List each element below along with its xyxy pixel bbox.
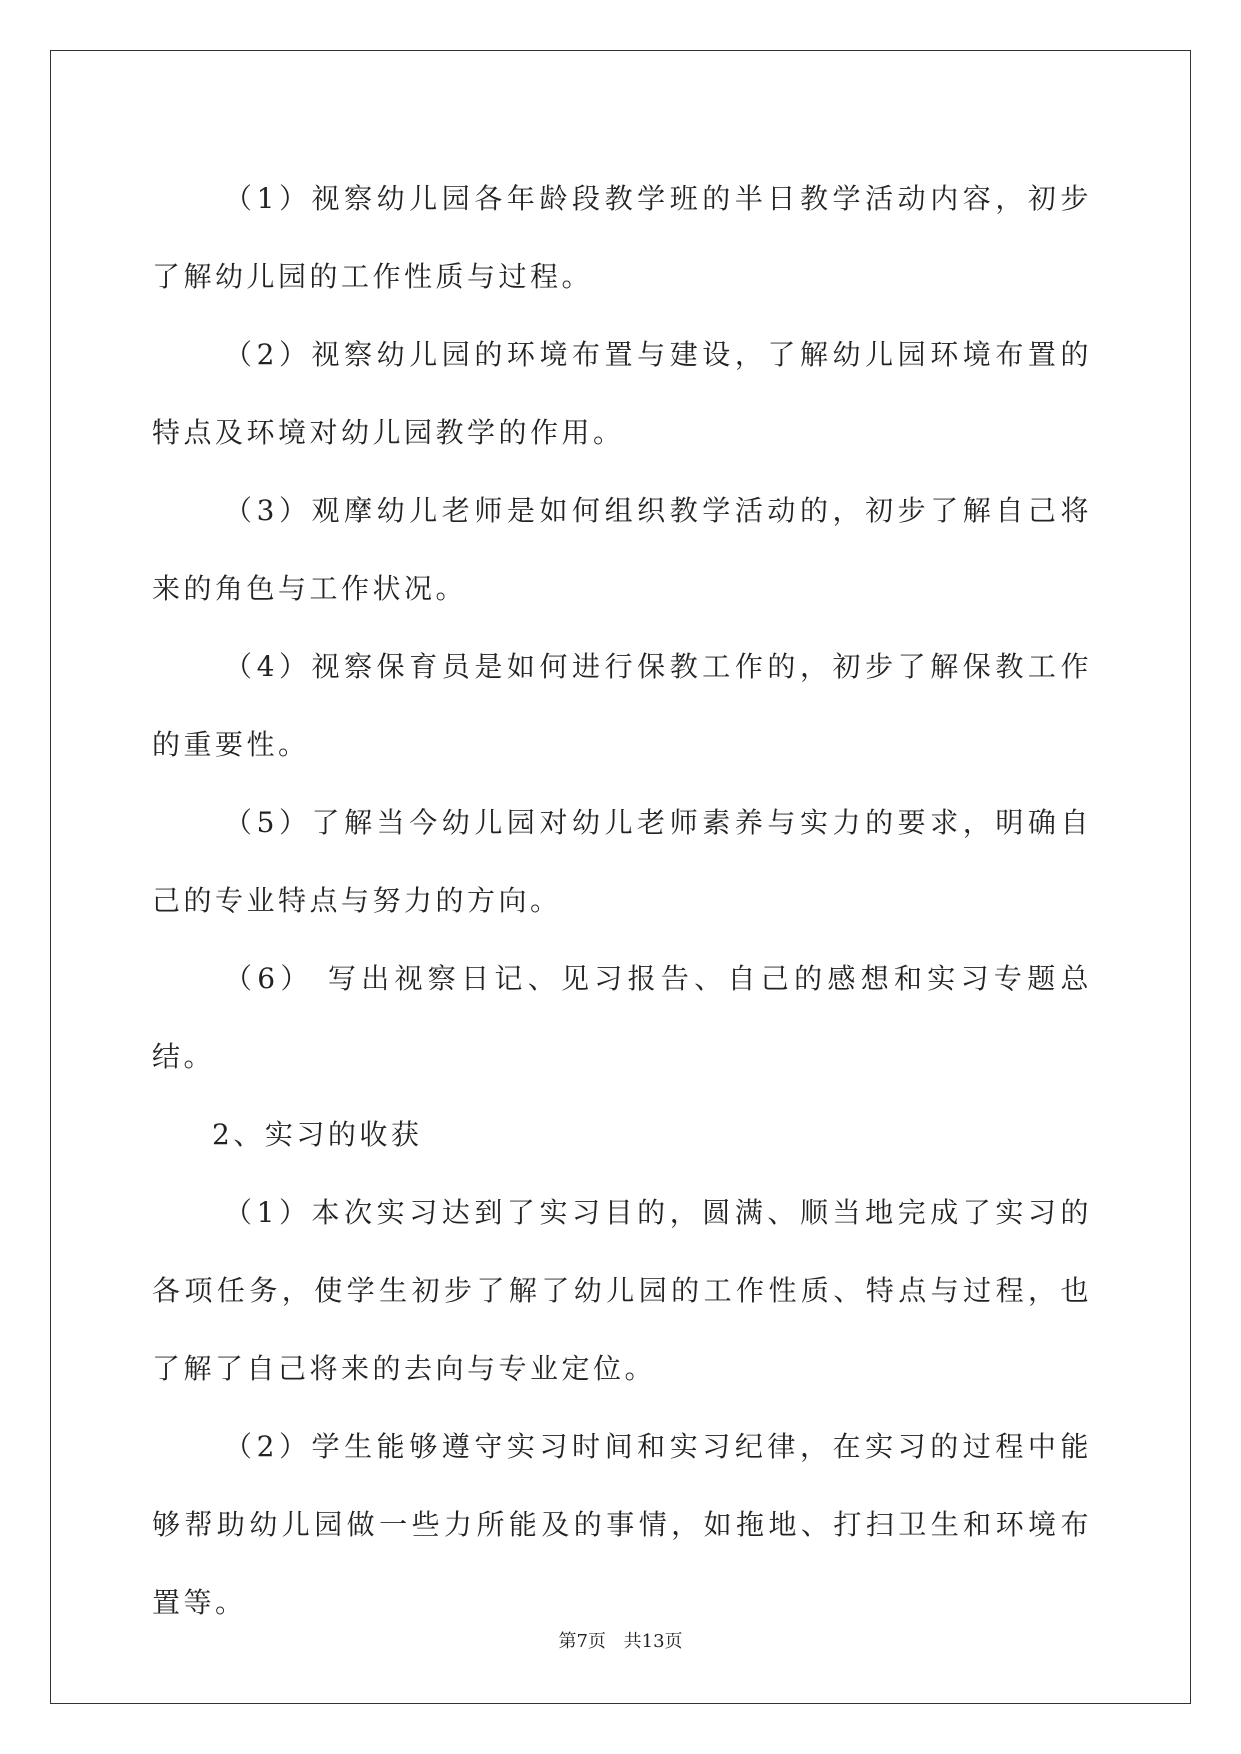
paragraph-observe-environment: （2）视察幼儿园的环境布置与建设，了解幼儿园环境布置的特点及环境对幼儿园教学的作用。: [152, 338, 1092, 449]
paragraph-observe-activities: （1）视察幼儿园各年龄段教学班的半日教学活动内容，初步了解幼儿园的工作性质与过程。: [152, 182, 1092, 293]
section-heading-gains: 2、实习的收获: [212, 1118, 423, 1151]
paragraph-gain-discipline: （2）学生能够遵守实习时间和实习纪律，在实习的过程中能够帮助幼儿园做一些力所能及的事情，如拖地、打扫卫生和环境布置等。: [152, 1430, 1092, 1619]
page-number-total: 共13页: [623, 1631, 683, 1652]
page-number-current: 第7页: [558, 1631, 606, 1652]
paragraph-observe-teachers: （3）观摩幼儿老师是如何组织教学活动的，初步了解自己将来的角色与工作状况。: [152, 494, 1092, 605]
page-footer: [0, 1627, 1241, 1653]
paragraph-gain-goals: （1）本次实习达到了实习目的，圆满、顺当地完成了实习的各项任务，使学生初步了解了幼儿园的工作性质、特点与过程，也了解了自己将来的去向与专业定位。: [152, 1196, 1092, 1385]
paragraph-requirements: （5）了解当今幼儿园对幼儿老师素养与实力的要求，明确自己的专业特点与努力的方向。: [152, 806, 1092, 917]
paragraph-write-reports: （6） 写出视察日记、见习报告、自己的感想和实习专题总结。: [152, 962, 1092, 1073]
document-body: [152, 160, 1092, 1642]
paragraph-observe-caregivers: （4）视察保育员是如何进行保教工作的，初步了解保教工作的重要性。: [152, 650, 1092, 761]
